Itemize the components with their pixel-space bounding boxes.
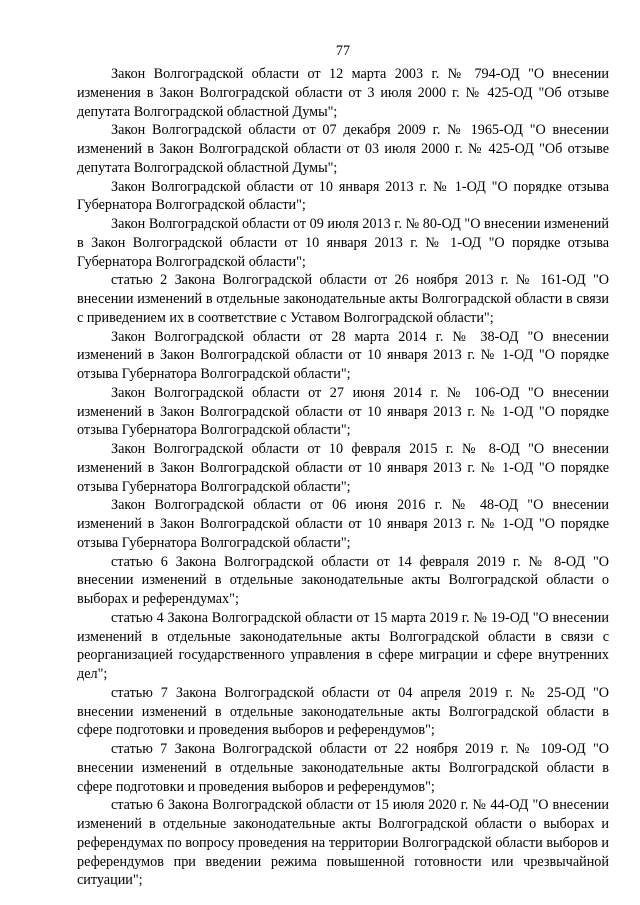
law-entry: статью 6 Закона Волгоградской области от 14 февраля 2019 г. № 8-ОД "О внесении изменений в отдельные законодательные акты Волгоградской области о выборах и референдумах"; (77, 553, 609, 607)
page-number: 77 (335, 43, 351, 59)
law-entry: Закон Волгоградской области от 10 февраля 2015 г. № 8-ОД "О внесении изменений в Закон Волгоградской области от 10 января 2013 г. № 1-ОД "О порядке отзыва Губернатора Волгоградской области"; (77, 441, 609, 495)
law-entry: статью 6 Закона Волгоградской области от 15 июля 2020 г. № 44-ОД "О внесении изменений в отдельные законодательные акты Волгоградской области о выборах и референдумах по вопросу проведения на территории Волгоградской области выборов и референдумов при введении режима повышенной готовности или чрезвычайной ситуации"; (77, 797, 609, 889)
document-page (77, 0, 609, 890)
law-entry: Закон Волгоградской области от 28 марта 2014 г. № 38-ОД "О внесении изменений в Закон Волгоградской области от 10 января 2013 г. № 1-ОД "О порядке отзыва Губернатора Волгоградской области"; (77, 328, 609, 382)
law-entry: статью 7 Закона Волгоградской области от 22 ноября 2019 г. № 109-ОД "О внесении изменений в отдельные законодательные акты Волгоградской области в сфере подготовки и проведения выборов и референдумов"; (77, 741, 609, 795)
law-entry: Закон Волгоградской области от 12 марта 2003 г. № 794-ОД "О внесении изменения в Закон Волгоградской области от 3 июля 2000 г. № 425-ОД "Об отзыве депутата Волгоградской областной Думы"; (77, 66, 609, 120)
law-entry: Закон Волгоградской области от 27 июня 2014 г. № 106-ОД "О внесении изменений в Закон Волгоградской области от 10 января 2013 г. № 1-ОД "О порядке отзыва Губернатора Волгоградской области"; (77, 384, 609, 439)
law-entry: статью 4 Закона Волгоградской области от 15 марта 2019 г. № 19-ОД "О внесении изменений в отдельные законодательные акты Волгоградской области в связи с реорганизацией государственного управления в сфере миграции и сфере внутренних дел"; (77, 609, 609, 682)
law-entry: Закон Волгоградской области от 10 января 2013 г. № 1-ОД "О порядке отзыва Губернатора Волгоградской области"; (77, 178, 609, 214)
law-entry: Закон Волгоградской области от 07 декабря 2009 г. № 1965-ОД "О внесении изменений в Закон Волгоградской области от 03 июля 2000 г. № 425-ОД "Об отзыве депутата Волгоградской областной Думы"; (77, 122, 609, 176)
law-list (77, 65, 609, 890)
law-entry: Закон Волгоградской области от 06 июня 2016 г. № 48-ОД "О внесении изменений в Закон Волгоградской области от 10 января 2013 г. № 1-ОД "О порядке отзыва Губернатора Волгоградской области"; (77, 497, 609, 551)
law-entry: Закон Волгоградской области от 09 июля 2013 г. № 80-ОД "О внесении изменений в Закон Волгоградской области от 10 января 2013 г. № 1-ОД "О порядке отзыва Губернатора Волгоградской области"; (77, 216, 609, 270)
law-entry: статью 2 Закона Волгоградской области от 26 ноября 2013 г. № 161-ОД "О внесении изменений в отдельные законодательные акты Волгоградской области в связи с приведением их в соответствие с Уставом Волгоградской области"; (77, 272, 609, 326)
law-entry: статью 7 Закона Волгоградской области от 04 апреля 2019 г. № 25-ОД "О внесении изменений в отдельные законодательные акты Волгоградской области в сфере подготовки и проведения выборов и референдумов"; (77, 684, 609, 739)
